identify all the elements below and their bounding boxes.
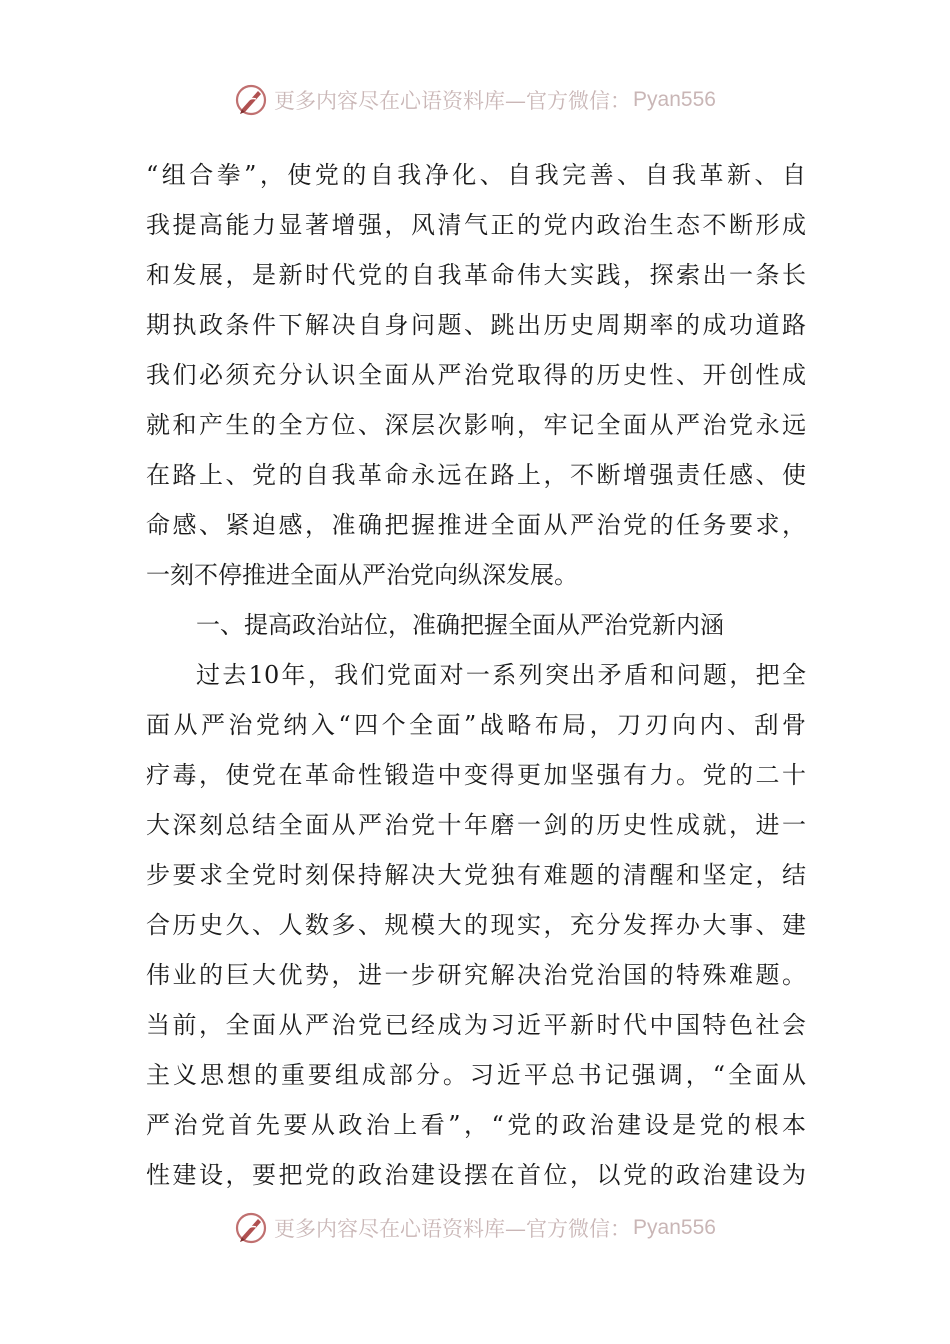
pen-logo-icon xyxy=(234,1211,268,1245)
text-line: 命感、紧迫感，准确把握推进全面从严治党的任务要求， xyxy=(146,511,806,539)
text-line: 面从严治党纳入“四个全面”战略布局，刀刃向内、刮骨 xyxy=(146,711,806,739)
watermark-id: Pyan556 xyxy=(633,88,716,111)
watermark-text: 更多内容尽在心语资料库—官方微信： xyxy=(274,89,632,113)
text-line: 期执政条件下解决自身问题、跳出历史周期率的成功道路 xyxy=(146,311,806,339)
text-line: 一刻不停推进全面从严治党向纵深发展。 xyxy=(146,561,578,589)
text-line: 就和产生的全方位、深层次影响，牢记全面从严治党永远 xyxy=(146,411,806,439)
text-line: 在路上、党的自我革命永远在路上，不断增强责任感、使 xyxy=(146,461,806,489)
watermark-header xyxy=(0,80,950,120)
text-line: 过去10年，我们党面对一系列突出矛盾和问题，把全 xyxy=(196,661,806,689)
text-line: 当前，全面从严治党已经成为习近平新时代中国特色社会 xyxy=(146,1011,806,1039)
watermark-text: 更多内容尽在心语资料库—官方微信： xyxy=(274,1217,632,1241)
text-line: 合历史久、人数多、规模大的现实，充分发挥办大事、建 xyxy=(146,911,806,939)
text-line: “组合拳”，使党的自我净化、自我完善、自我革新、自 xyxy=(146,161,806,189)
text-line: 严治党首先要从政治上看”，“党的政治建设是党的根本 xyxy=(146,1111,806,1139)
text-line: 步要求全党时刻保持解决大党独有难题的清醒和坚定，结 xyxy=(146,861,806,889)
text-line: 和发展，是新时代党的自我革命伟大实践，探索出一条长 xyxy=(146,261,806,289)
text-line: 大深刻总结全面从严治党十年磨一剑的历史性成就，进一 xyxy=(146,811,806,839)
watermark-footer xyxy=(0,1208,950,1248)
pen-logo-icon xyxy=(234,83,268,117)
watermark-id: Pyan556 xyxy=(633,1216,716,1239)
text-line: 我们必须充分认识全面从严治党取得的历史性、开创性成 xyxy=(146,361,806,389)
text-line: 性建设，要把党的政治建设摆在首位，以党的政治建设为 xyxy=(146,1161,806,1189)
text-line: 伟业的巨大优势，进一步研究解决治党治国的特殊难题。 xyxy=(146,961,806,989)
document-body xyxy=(146,150,806,1200)
text-line: 主义思想的重要组成部分。习近平总书记强调，“全面从 xyxy=(146,1061,806,1089)
text-line: 我提高能力显著增强，风清气正的党内政治生态不断形成 xyxy=(146,211,806,239)
text-line: 疗毒，使党在革命性锻造中变得更加坚强有力。党的二十 xyxy=(146,761,806,789)
section-heading: 一、提高政治站位，准确把握全面从严治党新内涵 xyxy=(196,611,724,639)
